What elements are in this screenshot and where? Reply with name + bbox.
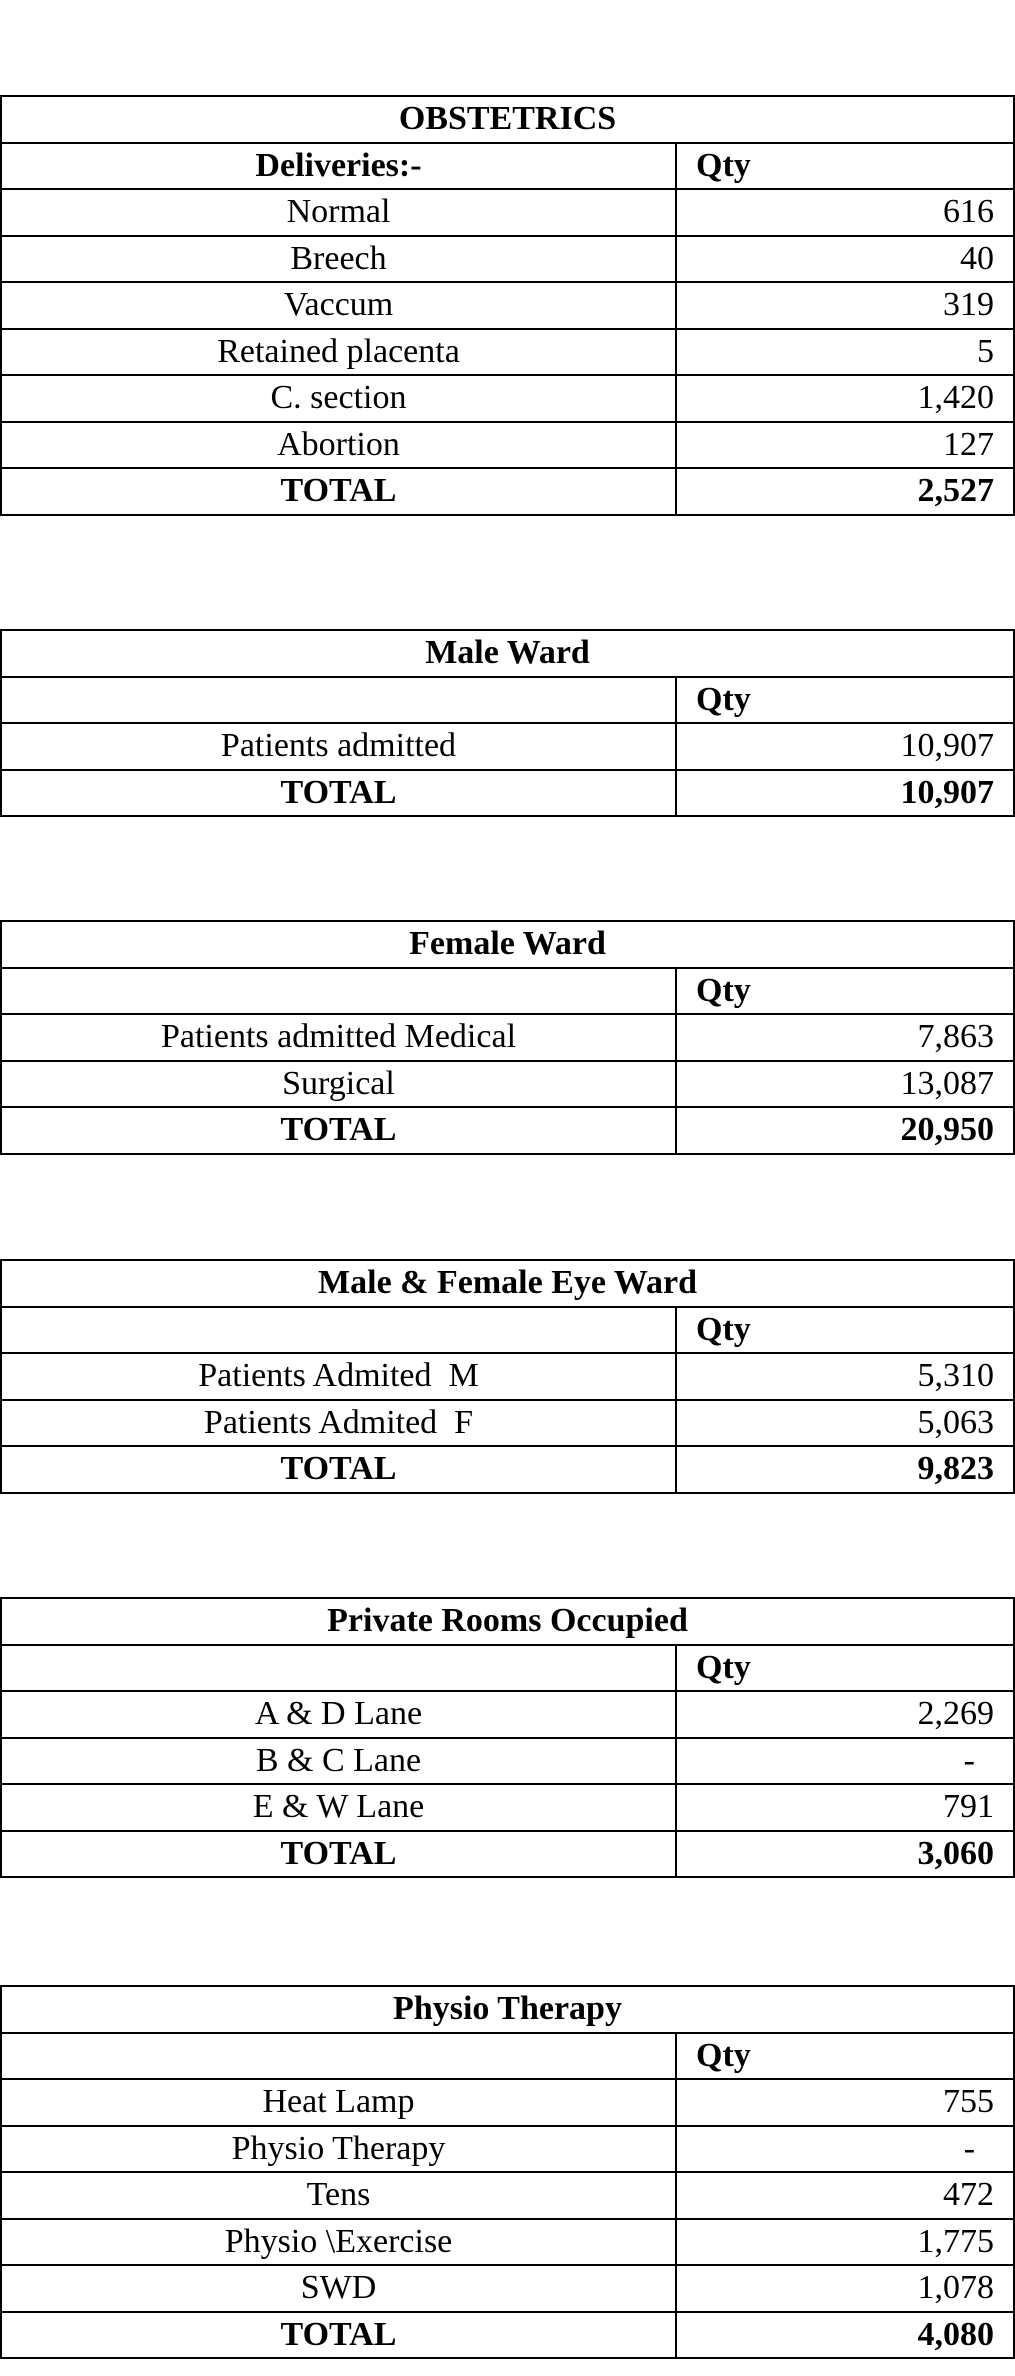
row-qty: 5,063 xyxy=(676,1400,1014,1447)
table-row xyxy=(1,1400,1014,1447)
column-header-blank xyxy=(1,1307,676,1354)
table-row xyxy=(1,2172,1014,2219)
table-title-row xyxy=(1,630,1014,677)
total-label: TOTAL xyxy=(1,1831,676,1878)
table-row xyxy=(1,723,1014,770)
table-row xyxy=(1,236,1014,283)
total-row xyxy=(1,2312,1014,2359)
row-qty: 40 xyxy=(676,236,1014,283)
row-label: Patients Admited F xyxy=(1,1400,676,1447)
row-qty: 1,078 xyxy=(676,2265,1014,2312)
table-header-row xyxy=(1,2033,1014,2080)
table-header-row xyxy=(1,968,1014,1015)
total-row xyxy=(1,770,1014,817)
table-row xyxy=(1,1738,1014,1785)
table-row xyxy=(1,189,1014,236)
table-title: Male & Female Eye Ward xyxy=(1,1260,1014,1307)
total-value: 20,950 xyxy=(676,1107,1014,1154)
table-row xyxy=(1,375,1014,422)
table-row xyxy=(1,2079,1014,2126)
row-qty: 5 xyxy=(676,329,1014,376)
row-label: Patients admitted xyxy=(1,723,676,770)
total-value: 10,907 xyxy=(676,770,1014,817)
table-header-row xyxy=(1,1307,1014,1354)
table-row xyxy=(1,2219,1014,2266)
row-qty: 472 xyxy=(676,2172,1014,2219)
row-label: C. section xyxy=(1,375,676,422)
column-header-qty: Qty xyxy=(676,2033,1014,2080)
row-label: B & C Lane xyxy=(1,1738,676,1785)
total-label: TOTAL xyxy=(1,770,676,817)
total-row xyxy=(1,1831,1014,1878)
total-label: TOTAL xyxy=(1,1446,676,1493)
table-title-row xyxy=(1,1986,1014,2033)
total-value: 9,823 xyxy=(676,1446,1014,1493)
table-header-row xyxy=(1,677,1014,724)
total-row xyxy=(1,1446,1014,1493)
row-label: SWD xyxy=(1,2265,676,2312)
column-header-qty: Qty xyxy=(676,143,1014,190)
column-header-blank xyxy=(1,677,676,724)
column-header-deliveries: Deliveries:- xyxy=(1,143,676,190)
eye-ward-table xyxy=(0,1259,1015,1494)
female-ward-table xyxy=(0,920,1015,1155)
row-qty: - xyxy=(676,1738,1014,1785)
row-label: Physio \Exercise xyxy=(1,2219,676,2266)
column-header-blank xyxy=(1,968,676,1015)
table-row xyxy=(1,282,1014,329)
row-qty: - xyxy=(676,2126,1014,2173)
total-value: 4,080 xyxy=(676,2312,1014,2359)
male-ward-table xyxy=(0,629,1015,817)
total-label: TOTAL xyxy=(1,1107,676,1154)
total-value: 3,060 xyxy=(676,1831,1014,1878)
row-label: Surgical xyxy=(1,1061,676,1108)
total-row xyxy=(1,468,1014,515)
row-qty: 5,310 xyxy=(676,1353,1014,1400)
table-title-row xyxy=(1,96,1014,143)
column-header-blank xyxy=(1,2033,676,2080)
row-qty: 127 xyxy=(676,422,1014,469)
table-title: Male Ward xyxy=(1,630,1014,677)
table-row xyxy=(1,1784,1014,1831)
table-row xyxy=(1,1061,1014,1108)
row-label: Abortion xyxy=(1,422,676,469)
obstetrics-table xyxy=(0,95,1015,516)
row-label: Tens xyxy=(1,2172,676,2219)
column-header-qty: Qty xyxy=(676,968,1014,1015)
row-label: Patients Admited M xyxy=(1,1353,676,1400)
table-title: Physio Therapy xyxy=(1,1986,1014,2033)
row-qty: 10,907 xyxy=(676,723,1014,770)
row-label: Normal xyxy=(1,189,676,236)
row-qty: 319 xyxy=(676,282,1014,329)
table-row xyxy=(1,2126,1014,2173)
row-qty: 616 xyxy=(676,189,1014,236)
table-row xyxy=(1,1353,1014,1400)
table-title-row xyxy=(1,1598,1014,1645)
column-header-blank xyxy=(1,1645,676,1692)
row-label: Heat Lamp xyxy=(1,2079,676,2126)
total-label: TOTAL xyxy=(1,2312,676,2359)
total-row xyxy=(1,1107,1014,1154)
column-header-qty: Qty xyxy=(676,677,1014,724)
row-label: E & W Lane xyxy=(1,1784,676,1831)
total-value: 2,527 xyxy=(676,468,1014,515)
row-qty: 7,863 xyxy=(676,1014,1014,1061)
row-qty: 755 xyxy=(676,2079,1014,2126)
table-row xyxy=(1,1691,1014,1738)
column-header-qty: Qty xyxy=(676,1307,1014,1354)
table-row xyxy=(1,422,1014,469)
row-qty: 791 xyxy=(676,1784,1014,1831)
row-qty: 13,087 xyxy=(676,1061,1014,1108)
row-label: Physio Therapy xyxy=(1,2126,676,2173)
row-label: Vaccum xyxy=(1,282,676,329)
table-title: Female Ward xyxy=(1,921,1014,968)
row-qty: 1,775 xyxy=(676,2219,1014,2266)
total-label: TOTAL xyxy=(1,468,676,515)
row-label: Breech xyxy=(1,236,676,283)
table-row xyxy=(1,329,1014,376)
row-label: A & D Lane xyxy=(1,1691,676,1738)
table-row xyxy=(1,1014,1014,1061)
row-label: Patients admitted Medical xyxy=(1,1014,676,1061)
column-header-qty: Qty xyxy=(676,1645,1014,1692)
row-qty: 1,420 xyxy=(676,375,1014,422)
table-title-row xyxy=(1,1260,1014,1307)
row-label: Retained placenta xyxy=(1,329,676,376)
table-title: Private Rooms Occupied xyxy=(1,1598,1014,1645)
table-header-row xyxy=(1,143,1014,190)
table-title: OBSTETRICS xyxy=(1,96,1014,143)
private-rooms-table xyxy=(0,1597,1015,1878)
table-title-row xyxy=(1,921,1014,968)
row-qty: 2,269 xyxy=(676,1691,1014,1738)
table-header-row xyxy=(1,1645,1014,1692)
table-row xyxy=(1,2265,1014,2312)
physio-therapy-table xyxy=(0,1985,1015,2359)
